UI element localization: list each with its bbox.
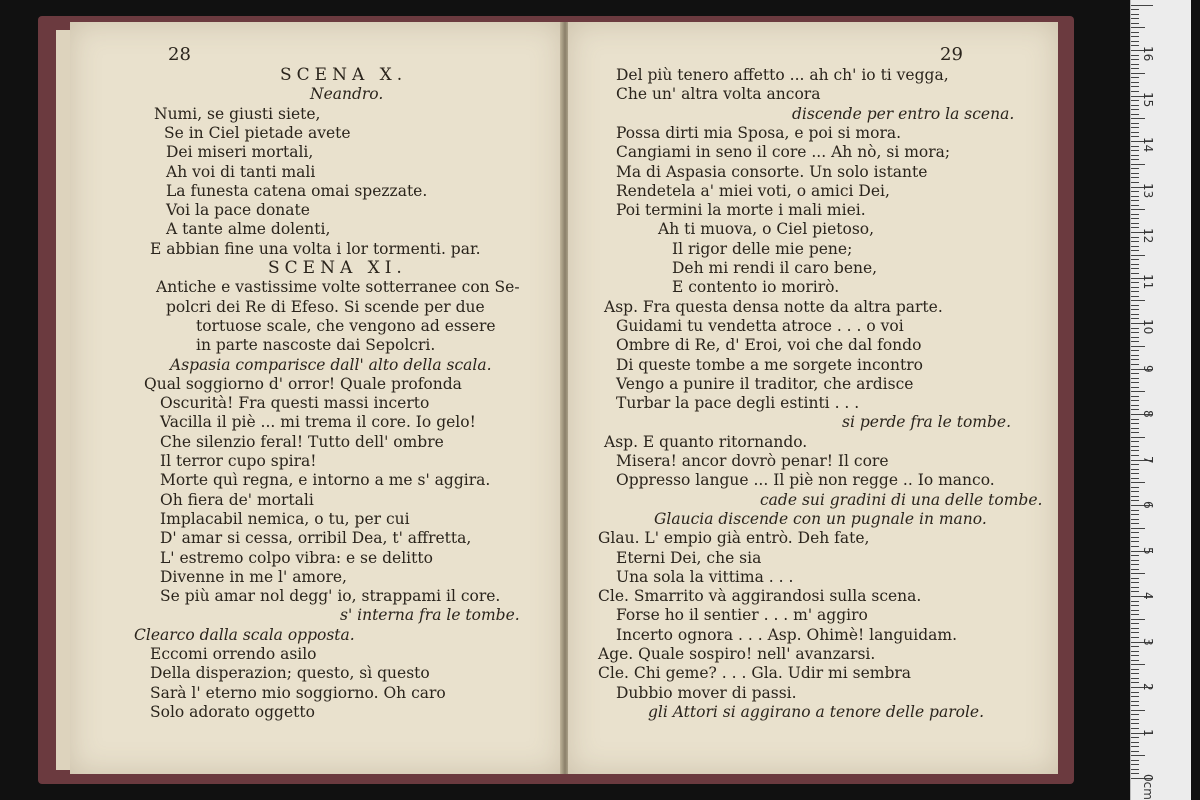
ruler-tick — [1131, 332, 1139, 333]
left-page-text-line: Dei miseri mortali, — [166, 143, 314, 162]
left-page-text-line: SCENA XI. — [268, 258, 407, 278]
ruler-tick — [1131, 619, 1145, 620]
ruler-tick — [1131, 514, 1139, 515]
ruler-tick — [1131, 136, 1139, 137]
ruler-tick — [1131, 555, 1139, 556]
right-page-text-line: Che un' altra volta ancora — [616, 85, 821, 104]
ruler-tick — [1131, 578, 1139, 579]
ruler-tick — [1131, 396, 1139, 397]
ruler-tick — [1131, 510, 1139, 511]
left-page-text-line: Divenne in me l' amore, — [160, 567, 347, 586]
ruler-tick — [1131, 737, 1139, 738]
ruler-tick — [1131, 428, 1139, 429]
left-page-text-line: Vacilla il piè ... mi trema il core. Io gelo! — [160, 413, 476, 432]
left-page-text-line: SCENA X. — [280, 65, 408, 85]
ruler-tick — [1131, 692, 1139, 693]
ruler-label: 4 — [1141, 592, 1155, 600]
ruler-tick — [1131, 669, 1139, 670]
ruler-tick — [1131, 364, 1139, 365]
ruler-tick — [1131, 127, 1139, 128]
right-page-text-line: si perde fra le tombe. — [842, 413, 1012, 432]
left-page-number: 28 — [168, 44, 191, 65]
right-page-text-line: Deh mi rendi il caro bene, — [672, 259, 878, 277]
ruler-label: 7 — [1141, 455, 1155, 464]
right-page-text-line: Ombre di Re, d' Eroi, voi che dal fondo — [616, 336, 922, 355]
ruler-tick — [1131, 182, 1139, 183]
ruler-tick — [1131, 632, 1139, 633]
left-page-text-line: Implacabil nemica, o tu, per cui — [160, 509, 410, 528]
right-page-text-line: Ma di Aspasia consorte. Un solo istante — [616, 162, 928, 181]
ruler-tick — [1131, 573, 1145, 574]
left-page-text-line: E abbian fine una volta i lor tormenti. par. — [150, 239, 481, 258]
ruler-label: 0cm — [1141, 774, 1155, 800]
ruler-tick — [1131, 264, 1139, 265]
ruler-tick — [1131, 241, 1139, 242]
left-page-text-line: Se più amar nol degg' io, strappami il core. — [160, 587, 501, 606]
right-page-text-line: Turbar la pace degli estinti . . . — [616, 394, 860, 413]
ruler-tick — [1131, 282, 1139, 283]
ruler-tick — [1131, 382, 1139, 383]
ruler-tick — [1131, 773, 1139, 774]
left-page-text-line: Della disperazion; questo, sì questo — [150, 664, 430, 683]
ruler-tick — [1131, 118, 1145, 119]
right-page-text-line: Ah ti muova, o Ciel pietoso, — [658, 220, 875, 239]
ruler-tick — [1131, 255, 1145, 256]
ruler-label: 10 — [1141, 319, 1155, 335]
ruler-tick — [1131, 337, 1139, 338]
ruler-tick — [1131, 227, 1139, 228]
right-page-text-line: Poi termini la morte i mali miei. — [616, 201, 866, 220]
ruler-tick — [1131, 432, 1139, 433]
ruler-tick — [1131, 469, 1139, 470]
left-page-text-line: Il terror cupo spira! — [160, 452, 317, 470]
ruler-tick — [1131, 673, 1139, 674]
ruler-tick — [1131, 614, 1139, 615]
ruler-tick — [1131, 678, 1139, 679]
ruler-tick — [1131, 541, 1139, 542]
ruler-tick — [1131, 246, 1139, 247]
right-page-text-line: Dubbio mover di passi. — [616, 683, 797, 702]
right-page-text-line: Una sola la vittima . . . — [616, 567, 794, 586]
ruler-tick — [1131, 628, 1139, 629]
ruler-tick — [1131, 41, 1139, 42]
ruler-tick — [1131, 569, 1139, 570]
ruler-label: 11 — [1141, 273, 1155, 289]
ruler-tick — [1131, 491, 1139, 492]
ruler-label: 8 — [1141, 410, 1155, 418]
ruler-tick — [1131, 305, 1139, 306]
ruler-tick — [1131, 105, 1139, 106]
left-page-text-line: Numi, se giusti siete, — [154, 104, 321, 123]
ruler-tick — [1131, 455, 1139, 456]
ruler-tick — [1131, 760, 1139, 761]
ruler-tick — [1131, 746, 1139, 747]
ruler-tick — [1131, 537, 1139, 538]
right-page-text-line: Rendetela a' miei voti, o amici Dei, — [616, 181, 890, 200]
ruler-tick — [1131, 191, 1139, 192]
ruler-label: 6 — [1141, 501, 1155, 509]
ruler-tick — [1131, 450, 1139, 451]
left-page-text-line: Sarà l' eterno mio soggiorno. Oh caro — [150, 683, 446, 702]
ruler-tick — [1131, 623, 1139, 624]
ruler-tick — [1131, 341, 1139, 342]
ruler-tick — [1131, 314, 1139, 315]
ruler-tick — [1131, 651, 1139, 652]
ruler-label: 3 — [1141, 637, 1155, 646]
ruler-tick — [1131, 523, 1139, 524]
ruler-tick — [1131, 437, 1145, 438]
ruler-tick — [1131, 391, 1145, 392]
ruler-tick — [1131, 742, 1139, 743]
ruler-label: 14 — [1141, 137, 1155, 153]
ruler-tick — [1131, 150, 1139, 151]
ruler-tick — [1131, 560, 1139, 561]
ruler-tick — [1131, 86, 1139, 87]
right-page-text-line: Cle. Chi geme? . . . Gla. Udir mi sembra — [598, 664, 912, 683]
ruler-tick — [1131, 769, 1139, 770]
ruler-tick — [1131, 355, 1139, 356]
right-page-text-line: Asp. Fra questa densa notte da altra parte. — [604, 297, 943, 316]
ruler-tick — [1131, 18, 1139, 19]
left-page-text-line: Morte quì regna, e intorno a me s' aggira. — [160, 471, 491, 490]
ruler-tick — [1131, 155, 1139, 156]
left-page-text-line: tortuose scale, che vengono ad essere — [196, 316, 496, 335]
ruler-tick — [1131, 237, 1139, 238]
ruler-tick — [1131, 259, 1139, 260]
ruler-tick — [1131, 132, 1139, 133]
ruler-tick — [1131, 478, 1139, 479]
ruler-tick — [1131, 5, 1153, 6]
right-page — [568, 22, 1058, 774]
ruler-tick — [1131, 68, 1139, 69]
ruler-label: 16 — [1141, 46, 1155, 62]
ruler-tick — [1131, 582, 1139, 583]
ruler-tick — [1131, 637, 1139, 638]
ruler-tick — [1131, 309, 1139, 310]
ruler-tick — [1131, 682, 1139, 683]
ruler-tick — [1131, 532, 1139, 533]
left-page-text-line: A tante alme dolenti, — [166, 220, 331, 239]
right-page-number: 29 — [940, 44, 963, 65]
ruler-tick — [1131, 605, 1139, 606]
ruler-tick — [1131, 73, 1145, 74]
right-page-text-line: Asp. E quanto ritornando. — [604, 432, 808, 451]
ruler-tick — [1131, 701, 1139, 702]
left-page-text-line: Ah voi di tanti mali — [166, 162, 316, 181]
left-page-text-line: in parte nascoste dai Sepolcri. — [196, 336, 436, 355]
left-page-text-line: Aspasia comparisce dall' alto della scala. — [170, 355, 492, 374]
right-page-text-line: Misera! ancor dovrò penar! Il core — [616, 452, 889, 470]
right-page-text-line: Possa dirti mia Sposa, e poi si mora. — [616, 123, 902, 142]
left-page — [70, 22, 562, 774]
left-page-text-line: Qual soggiorno d' orror! Quale profonda — [144, 374, 462, 393]
right-page-text-line: Guidami tu vendetta atroce . . . o voi — [616, 316, 904, 335]
ruler-tick — [1131, 751, 1139, 752]
right-page-text-line: Del più tenero affetto ... ah ch' io ti vegga, — [616, 66, 949, 84]
ruler-tick — [1131, 441, 1139, 442]
ruler-tick — [1131, 423, 1139, 424]
right-page-text-line: Il rigor delle mie pene; — [672, 239, 853, 258]
right-page-text-line: cade sui gradini di una delle tombe. — [760, 490, 1043, 509]
ruler-tick — [1131, 591, 1139, 592]
ruler-tick — [1131, 500, 1139, 501]
ruler-tick — [1131, 250, 1139, 251]
ruler-tick — [1131, 464, 1139, 465]
measurement-ruler — [1130, 0, 1191, 800]
ruler-tick — [1131, 23, 1139, 24]
ruler-tick — [1131, 196, 1139, 197]
ruler-tick — [1131, 77, 1139, 78]
right-page-text-line: Oppresso langue ... Il piè non regge .. Io manco. — [616, 471, 995, 490]
ruler-tick — [1131, 64, 1139, 65]
ruler-tick — [1131, 587, 1139, 588]
ruler-tick — [1131, 273, 1139, 274]
ruler-label: 5 — [1141, 546, 1155, 555]
ruler-tick — [1131, 91, 1139, 92]
ruler-tick — [1131, 14, 1139, 15]
ruler-label: 13 — [1141, 182, 1155, 198]
ruler-tick — [1131, 350, 1139, 351]
left-page-text-line: Antiche e vastissime volte sotterranee con Se- — [156, 278, 520, 297]
left-page-text-line: L' estremo colpo vibra: e se delitto — [160, 548, 433, 567]
ruler-label: 2 — [1141, 683, 1155, 691]
ruler-tick — [1131, 164, 1145, 165]
ruler-tick — [1131, 528, 1145, 529]
ruler-tick — [1131, 200, 1139, 201]
left-page-text-line: Se in Ciel pietade avete — [164, 123, 351, 142]
left-page-text-line: polcri dei Re di Efeso. Si scende per due — [166, 297, 485, 316]
right-page-text-line: Forse ho il sentier . . . m' aggiro — [616, 606, 868, 625]
right-page-text-line: gli Attori si aggirano a tenore delle parole. — [648, 702, 985, 721]
ruler-tick — [1131, 719, 1139, 720]
ruler-tick — [1131, 36, 1139, 37]
left-page-text-line: Neandro. — [310, 85, 384, 104]
ruler-tick — [1131, 446, 1139, 447]
ruler-tick — [1131, 378, 1139, 379]
ruler-tick — [1131, 400, 1139, 401]
ruler-tick — [1131, 664, 1145, 665]
ruler-tick — [1131, 419, 1139, 420]
left-page-text-line: s' interna fra le tombe. — [340, 606, 520, 625]
ruler-label: 9 — [1141, 364, 1155, 373]
ruler-tick — [1131, 373, 1139, 374]
right-page-text-line: Incerto ognora . . . Asp. Ohimè! languidam. — [616, 625, 957, 644]
ruler-tick — [1131, 405, 1139, 406]
right-page-text-line: Cangiami in seno il core ... Ah nò, si mora; — [616, 143, 951, 162]
ruler-tick — [1131, 710, 1145, 711]
ruler-tick — [1131, 714, 1139, 715]
left-page-text-line: Oh fiera de' mortali — [160, 490, 314, 509]
right-page-text-line: E contento io morirò. — [672, 278, 840, 297]
ruler-tick — [1131, 318, 1139, 319]
ruler-tick — [1131, 287, 1139, 288]
right-page-text-line: Glaucia discende con un pugnale in mano. — [654, 509, 987, 528]
ruler-tick — [1131, 27, 1145, 28]
right-page-text-line: Eterni Dei, che sia — [616, 548, 762, 567]
ruler-tick — [1131, 755, 1145, 756]
ruler-tick — [1131, 728, 1139, 729]
ruler-tick — [1131, 223, 1139, 224]
ruler-tick — [1131, 146, 1139, 147]
ruler-label: 15 — [1141, 91, 1155, 107]
right-page-text-line: Vengo a punire il traditor, che ardisce — [616, 374, 914, 393]
right-page-text-line: Cle. Smarrito và aggirandosi sulla scena. — [598, 587, 922, 606]
ruler-tick — [1131, 409, 1139, 410]
ruler-tick — [1131, 519, 1139, 520]
ruler-tick — [1131, 473, 1139, 474]
ruler-tick — [1131, 177, 1139, 178]
right-page-text-line: Glau. L' empio già entrò. Deh fate, — [598, 529, 870, 548]
ruler-tick — [1131, 159, 1139, 160]
ruler-tick — [1131, 646, 1139, 647]
left-page-text-line: Solo adorato oggetto — [150, 702, 315, 721]
ruler-tick — [1131, 610, 1139, 611]
ruler-tick — [1131, 359, 1139, 360]
ruler-tick — [1131, 32, 1139, 33]
ruler-tick — [1131, 55, 1139, 56]
ruler-tick — [1131, 328, 1139, 329]
ruler-tick — [1131, 9, 1139, 10]
right-page-text-line: Di queste tombe a me sorgete incontro — [616, 355, 923, 374]
ruler-tick — [1131, 764, 1139, 765]
ruler-label: 12 — [1141, 228, 1155, 244]
ruler-tick — [1131, 173, 1139, 174]
left-page-text-line: Clearco dalla scala opposta. — [134, 625, 355, 644]
ruler-tick — [1131, 564, 1139, 565]
ruler-tick — [1131, 546, 1139, 547]
left-page-text-line: Eccomi orrendo asilo — [150, 645, 317, 663]
ruler-tick — [1131, 655, 1139, 656]
ruler-tick — [1131, 601, 1139, 602]
ruler-tick — [1131, 487, 1139, 488]
ruler-tick — [1131, 209, 1145, 210]
ruler-label: 1 — [1141, 728, 1155, 737]
ruler-tick — [1131, 660, 1139, 661]
ruler-tick — [1131, 723, 1139, 724]
ruler-tick — [1131, 496, 1139, 497]
ruler-tick — [1131, 291, 1139, 292]
ruler-tick — [1131, 100, 1139, 101]
ruler-tick — [1131, 82, 1139, 83]
ruler-tick — [1131, 123, 1139, 124]
ruler-tick — [1131, 705, 1139, 706]
left-page-text-line: Oscurità! Fra questi massi incerto — [160, 394, 430, 413]
ruler-tick — [1131, 300, 1145, 301]
right-page-text-line: discende per entro la scena. — [792, 104, 1015, 123]
ruler-tick — [1131, 205, 1139, 206]
left-page-text-line: Voi la pace donate — [166, 201, 310, 220]
ruler-tick — [1131, 296, 1139, 297]
ruler-tick — [1131, 696, 1139, 697]
ruler-tick — [1131, 218, 1139, 219]
ruler-tick — [1131, 268, 1139, 269]
ruler-tick — [1131, 387, 1139, 388]
left-page-text-line: Che silenzio feral! Tutto dell' ombre — [160, 432, 444, 451]
ruler-tick — [1131, 168, 1139, 169]
right-page-text-line: Age. Quale sospiro! nell' avanzarsi. — [598, 645, 876, 663]
left-page-text-line: D' amar si cessa, orribil Dea, t' affretta, — [160, 529, 472, 548]
ruler-tick — [1131, 114, 1139, 115]
left-page-text-line: La funesta catena omai spezzate. — [166, 181, 428, 200]
ruler-tick — [1131, 59, 1139, 60]
ruler-tick — [1131, 346, 1145, 347]
ruler-tick — [1131, 45, 1139, 46]
ruler-tick — [1131, 482, 1145, 483]
ruler-tick — [1131, 214, 1139, 215]
ruler-tick — [1131, 109, 1139, 110]
